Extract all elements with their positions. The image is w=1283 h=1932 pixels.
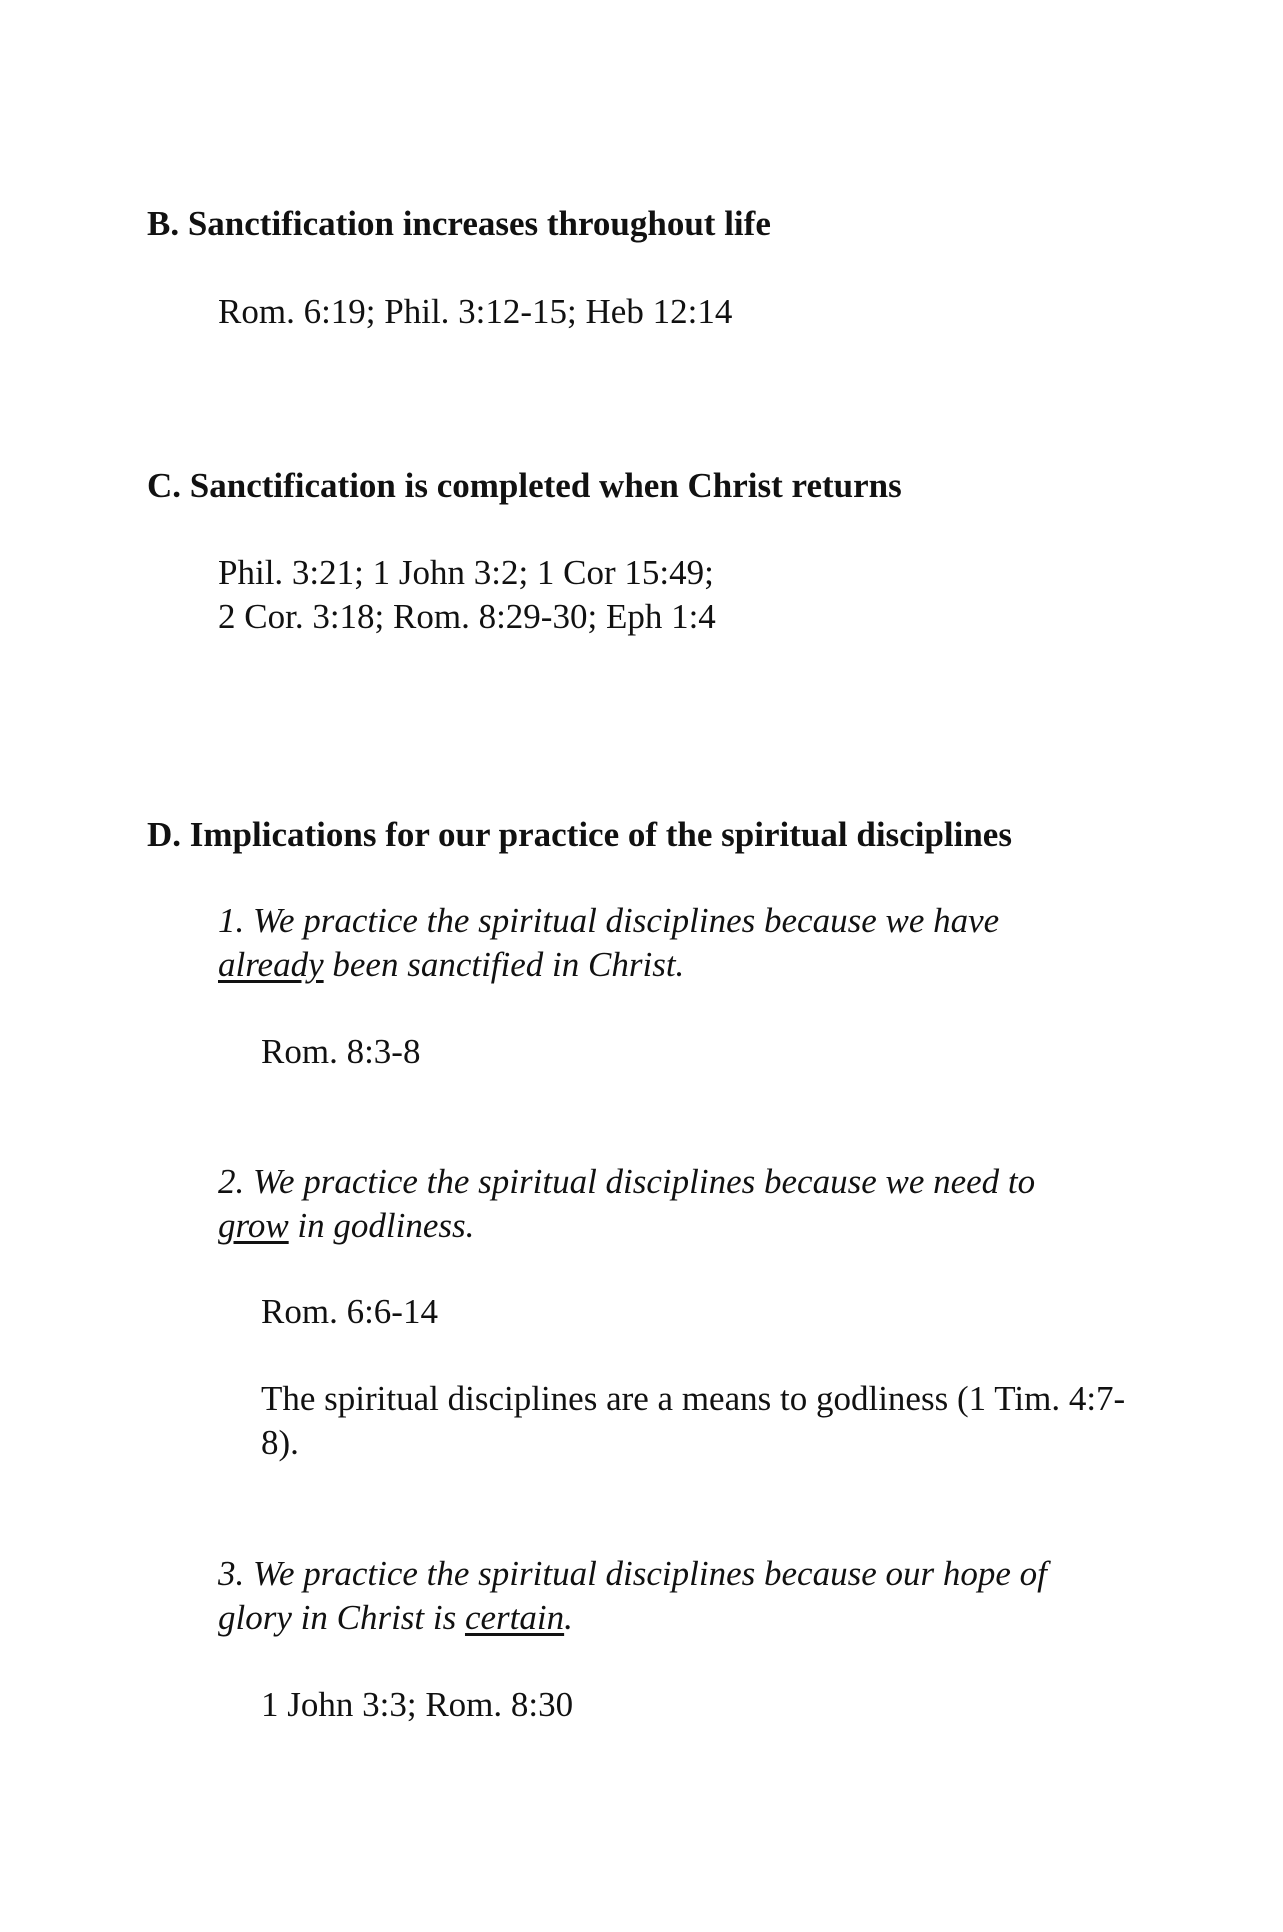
point-1-line-2-rest: been sanctified in Christ. (323, 945, 685, 984)
section-c-references-line-2: 2 Cor. 3:18; Rom. 8:29-30; Eph 1:4 (218, 597, 716, 636)
point-3-line-2 (218, 1596, 573, 1640)
point-2-emphasis: grow (218, 1206, 289, 1245)
section-b-heading: B. Sanctification increases throughout life (147, 204, 771, 243)
section-b-references: Rom. 6:19; Phil. 3:12-15; Heb 12:14 (218, 292, 733, 331)
point-1-references: Rom. 8:3-8 (261, 1032, 421, 1071)
point-2-line-2-rest: in godliness. (288, 1206, 475, 1245)
point-3-emphasis: certain (464, 1598, 565, 1637)
point-2-line-2 (218, 1204, 474, 1248)
point-1-line-2 (218, 943, 684, 987)
point-2-note: The spiritual disciplines are a means to godliness (1 Tim. 4:7-8). (261, 1379, 1126, 1462)
section-c-references-line-1: Phil. 3:21; 1 John 3:2; 1 Cor 15:49; (218, 553, 714, 592)
point-1-emphasis: already (218, 945, 324, 984)
section-c-heading: C. Sanctification is completed when Christ returns (147, 466, 902, 505)
point-2-line-1: 2. We practice the spiritual disciplines because we need to (218, 1162, 1036, 1201)
point-3-line-1: 3. We practice the spiritual disciplines because our hope of (218, 1554, 1047, 1593)
point-3-line-2-post: . (564, 1598, 573, 1637)
point-1-line-1: 1. We practice the spiritual disciplines because we have (218, 901, 1000, 940)
point-3-references: 1 John 3:3; Rom. 8:30 (261, 1685, 574, 1724)
point-3-line-2-pre: glory in Christ is (218, 1598, 465, 1637)
point-2-references: Rom. 6:6-14 (261, 1292, 438, 1331)
section-d-heading: D. Implications for our practice of the spiritual disciplines (147, 815, 1012, 854)
